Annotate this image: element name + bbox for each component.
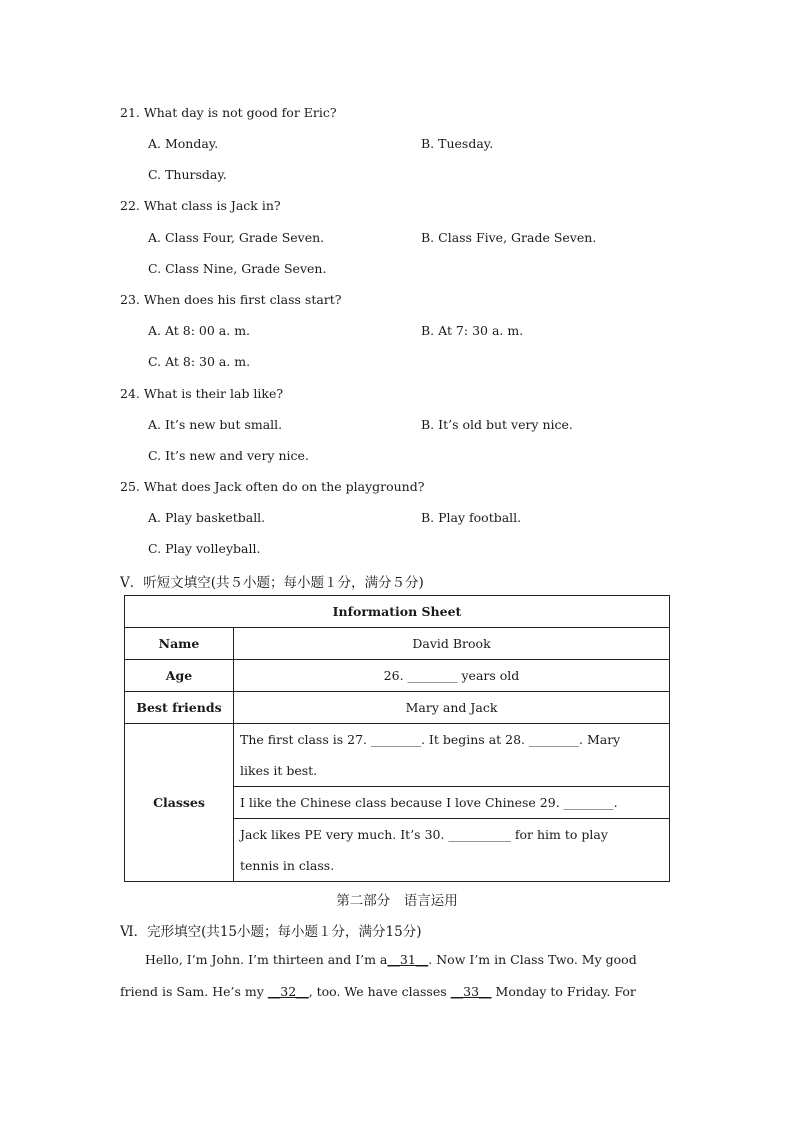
question-24: 24. What is their lab like? <box>120 386 284 401</box>
option-21a: A. Monday. <box>148 136 219 151</box>
option-24a: A. It’s new but small. <box>148 417 283 432</box>
passage-text: friend is Sam. He’s my <box>120 984 268 999</box>
name-value: David Brook <box>234 628 670 660</box>
option-24b: B. It’s old but very nice. <box>421 417 573 432</box>
section-5-heading: V．听短文填空(共５小题；每小题１分，满分５分) <box>120 575 424 591</box>
option-25c: C. Play volleyball. <box>148 541 261 556</box>
best-friends-label: Best friends <box>125 692 234 724</box>
information-sheet-table <box>124 595 670 882</box>
option-25b: B. Play football. <box>421 510 522 525</box>
blank-31: __31__ <box>387 952 429 967</box>
question-21: 21. What day is not good for Eric? <box>120 105 337 120</box>
classes-row-1 <box>234 724 670 787</box>
question-23: 23. When does his first class start? <box>120 292 342 307</box>
option-25a: A. Play basketball. <box>148 510 266 525</box>
option-22a: A. Class Four, Grade Seven. <box>148 230 325 245</box>
classes-row-3-line-2: tennis in class. <box>240 858 335 873</box>
table-header: Information Sheet <box>125 596 670 628</box>
classes-row-1-line-1: The first class is 27. ________. It begins at 28. ________. Mary <box>240 732 621 747</box>
blank-32: __32__ <box>267 984 309 999</box>
option-23b: B. At 7: 30 a. m. <box>421 323 524 338</box>
option-23c: C. At 8: 30 a. m. <box>148 354 251 369</box>
name-label: Name <box>125 628 234 660</box>
age-label: Age <box>125 660 234 692</box>
option-21b: B. Tuesday. <box>421 136 494 151</box>
classes-label: Classes <box>125 724 234 882</box>
question-22: 22. What class is Jack in? <box>120 198 281 213</box>
option-24c: C. It’s new and very nice. <box>148 448 309 463</box>
option-23a: A. At 8: 00 a. m. <box>148 323 251 338</box>
passage-text: Hello, I’m John. I’m thirteen and I’m a <box>145 952 388 967</box>
passage-line-1 <box>145 952 637 967</box>
classes-row-2: I like the Chinese class because I love Chinese 29. ________. <box>234 787 670 819</box>
blank-33: __33__ <box>450 984 492 999</box>
part-2-heading: 第二部分 语言运用 <box>336 893 458 909</box>
classes-row-1-line-2: likes it best. <box>240 763 318 778</box>
option-22b: B. Class Five, Grade Seven. <box>421 230 597 245</box>
age-value: 26. ________ years old <box>234 660 670 692</box>
classes-row-3 <box>234 819 670 882</box>
passage-text: Monday to Friday. For <box>491 984 636 999</box>
option-22c: C. Class Nine, Grade Seven. <box>148 261 327 276</box>
option-21c: C. Thursday. <box>148 167 227 182</box>
best-friends-value: Mary and Jack <box>234 692 670 724</box>
passage-text: . Now I’m in Class Two. My good <box>428 952 637 967</box>
question-25: 25. What does Jack often do on the playground? <box>120 479 425 494</box>
classes-row-3-line-1: Jack likes PE very much. It’s 30. __________ for him to play <box>240 827 608 842</box>
passage-text: , too. We have classes <box>308 984 451 999</box>
passage-line-2 <box>120 984 636 999</box>
section-6-heading: Ⅵ．完形填空(共15小题；每小题１分，满分15分) <box>120 924 422 940</box>
